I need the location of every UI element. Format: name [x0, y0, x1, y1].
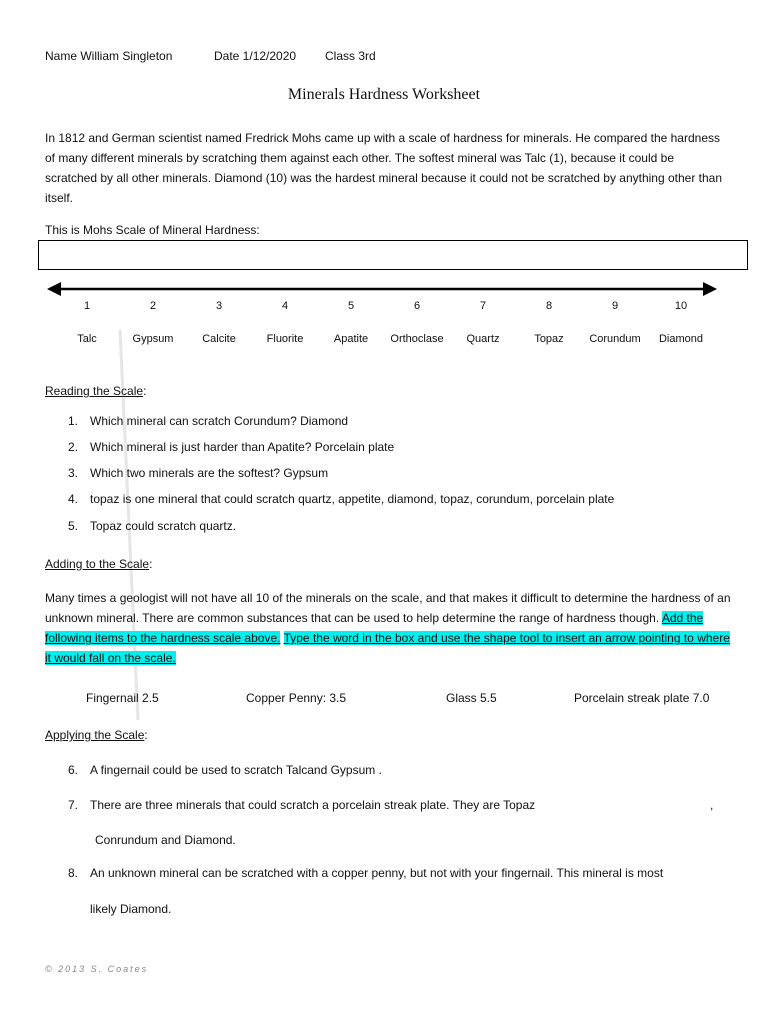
- question-number: 4.: [68, 492, 79, 506]
- heading-colon: :: [143, 384, 147, 398]
- question-text-continued[interactable]: Conrundum and Diamond.: [95, 833, 236, 847]
- adding-section-heading: [45, 557, 152, 571]
- instruction-highlight: Add the following items to the hardness scale above.: [45, 611, 704, 645]
- question-number: 8.: [68, 866, 79, 880]
- scale-number: 3: [215, 300, 223, 312]
- heading-colon: :: [149, 557, 153, 571]
- scale-number: 4: [281, 300, 289, 312]
- heading-colon: :: [144, 728, 148, 742]
- scale-mineral: Gypsum: [132, 333, 174, 345]
- scale-number: 10: [674, 300, 688, 312]
- question-number: 5.: [68, 519, 79, 533]
- copyright-footer: © 2013 S. Coates: [45, 964, 149, 974]
- scale-number: 8: [545, 300, 553, 312]
- reading-heading: Reading the Scale: [45, 384, 144, 398]
- page-title: Minerals Hardness Worksheet: [287, 86, 481, 103]
- question-text-continued[interactable]: likely Diamond.: [90, 902, 172, 916]
- intro-paragraph: In 1812 and German scientist named Fredrick Mohs came up with a scale of hardness for minerals. He compared the hardness of many different minerals by scratching them against each other. The softest mineral was Talc (1), because it could be scratched by all other minerals. Diamond (10) was the hardest mineral because it could not be scratched by anything other than itself.: [45, 131, 723, 205]
- question-number: 7.: [68, 798, 79, 812]
- hardness-item: Glass 5.5: [446, 691, 497, 705]
- question-text[interactable]: A fingernail could be used to scratch Talcand Gypsum .: [90, 763, 382, 777]
- scale-number: 1: [83, 300, 91, 312]
- scale-number: 2: [149, 300, 157, 312]
- scale-mineral: Fluorite: [266, 333, 304, 345]
- hardness-item: Fingernail 2.5: [86, 691, 159, 705]
- adding-text: Many times a geologist will not have all 10 of the minerals on the scale, and that makes it difficult to determine the hardness of an unknown mineral. There are common substances that can be used to help determine the range of hardness though.: [45, 591, 731, 625]
- scale-mineral: Quartz: [466, 333, 500, 345]
- question-text[interactable]: Which mineral is just harder than Apatite? Porcelain plate: [90, 440, 395, 454]
- scale-arrow: [45, 278, 720, 300]
- scale-number: 6: [413, 300, 421, 312]
- scale-mineral: Calcite: [202, 333, 236, 345]
- scale-mineral: Talc: [77, 333, 97, 345]
- applying-section-heading: [45, 728, 148, 742]
- instruction-highlight: Type the word in the box and use the shape tool to insert an arrow pointing to where it would fall on the scale.: [45, 631, 730, 665]
- class-label: Class 3rd: [325, 49, 376, 63]
- question-number: 3.: [68, 466, 79, 480]
- hardness-item: Porcelain streak plate 7.0: [574, 691, 710, 705]
- question-text[interactable]: Which two minerals are the softest? Gypsum: [90, 466, 329, 480]
- answer-box[interactable]: [38, 240, 748, 270]
- scale-mineral: Diamond: [658, 333, 704, 345]
- scale-number: 9: [611, 300, 619, 312]
- question-number: 6.: [68, 763, 79, 777]
- scale-mineral: Corundum: [589, 333, 641, 345]
- student-name: Name William Singleton: [45, 49, 173, 63]
- scale-mineral: Apatite: [333, 333, 369, 345]
- question-text[interactable]: Topaz could scratch quartz.: [90, 519, 237, 533]
- adding-paragraph: [45, 588, 735, 668]
- worksheet-date: Date 1/12/2020: [214, 49, 297, 63]
- adding-heading: Adding to the Scale: [45, 557, 150, 571]
- question-text[interactable]: An unknown mineral can be scratched with a copper penny, but not with your fingernail. This mineral is most: [90, 866, 664, 880]
- scale-number: 7: [479, 300, 487, 312]
- scale-mineral: Topaz: [534, 333, 564, 345]
- question-text[interactable]: topaz is one mineral that could scratch quartz, appetite, diamond, topaz, corundum, porcelain plate: [90, 492, 615, 506]
- hardness-item: Copper Penny: 3.5: [246, 691, 347, 705]
- question-comma: ,: [710, 798, 714, 812]
- question-number: 2.: [68, 440, 79, 454]
- scale-label: This is Mohs Scale of Mineral Hardness:: [45, 223, 260, 237]
- reading-section-heading: [45, 384, 146, 398]
- question-text[interactable]: There are three minerals that could scratch a porcelain streak plate. They are Topaz: [90, 798, 536, 812]
- question-text[interactable]: Which mineral can scratch Corundum? Diamond: [90, 414, 349, 428]
- applying-heading: Applying the Scale: [45, 728, 145, 742]
- scale-number: 5: [347, 300, 355, 312]
- scale-mineral: Orthoclase: [390, 333, 444, 345]
- question-number: 1.: [68, 414, 79, 428]
